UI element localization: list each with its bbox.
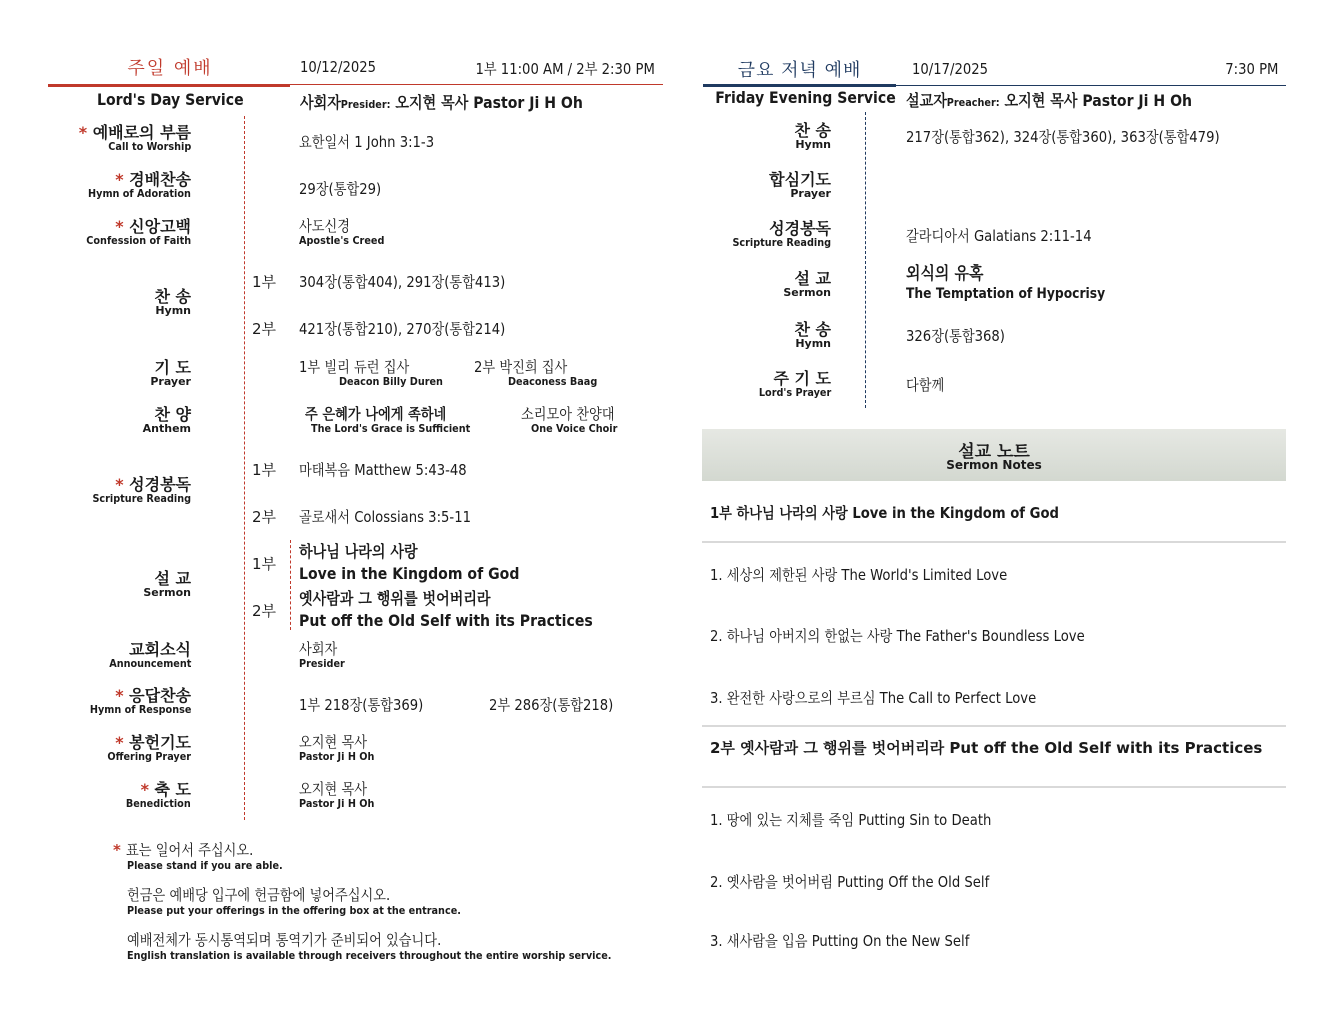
sunday-value-offering: 오지현 목사 Pastor Ji H Oh (299, 733, 375, 763)
sunday-label-announcement: 교회소식 Announcement (108, 640, 191, 670)
friday-title-en: Friday Evening Service (715, 88, 896, 107)
sunday-label-response: * 응답찬송 Hymn of Response (89, 686, 191, 716)
sunday-value-call-to-worship: 요한일서 1 John 3:1-3 (299, 133, 435, 151)
svc-1-marker: 1부 (252, 461, 277, 479)
sunday-anthem-title: 주 은혜가 나에게 족하네 The Lord's Grace is Sufficient (305, 405, 471, 435)
friday-value-scripture: 갈라디아서 Galatians 2:11-14 (906, 227, 1092, 245)
friday-title-bar (703, 84, 896, 87)
sunday-title-bar (48, 84, 290, 87)
notes-divider (702, 541, 1286, 543)
friday-value-hymn-2: 326장(통합368) (906, 327, 1005, 345)
sunday-label-scripture: * 성경봉독 Scripture Reading (92, 475, 191, 505)
sunday-value-scripture-1: 마태복음 Matthew 5:43-48 (299, 461, 467, 479)
sunday-date: 10/12/2025 (300, 58, 377, 76)
sermon-1-point-2: 2. 하나님 아버지의 한없는 사랑 The Father's Boundless Love (710, 627, 1085, 645)
sunday-time: 1부 11:00 AM / 2부 2:30 PM (475, 60, 655, 78)
sunday-sermon-1: 하나님 나라의 사랑 Love in the Kingdom of God (299, 542, 520, 583)
svc-1-marker: 1부 (252, 273, 277, 291)
friday-label-lords-prayer: 주 기 도 Lord's Prayer (758, 369, 831, 399)
friday-label-sermon: 설 교 Sermon (783, 269, 831, 299)
sunday-value-announcement: 사회자 Presider (299, 640, 345, 670)
sermon-2-heading: 2부 옛사람과 그 행위를 벗어버리라 Put off the Old Self with its Practices (710, 739, 1263, 757)
svc-2-marker: 2부 (252, 320, 277, 338)
notes-divider (702, 725, 1286, 727)
sunday-label-prayer: 기 도 Prayer (150, 358, 191, 388)
friday-header-rule (896, 85, 1286, 86)
sermon-notes-title-en: Sermon Notes (946, 458, 1042, 472)
sermon-1-heading: 1부 하나님 나라의 사랑 Love in the Kingdom of God (710, 504, 1059, 522)
friday-value-sermon: 외식의 유혹 The Temptation of Hypocrisy (906, 264, 1106, 302)
friday-date: 10/17/2025 (912, 60, 989, 78)
sunday-label-benediction: * 축 도 Benediction (126, 780, 191, 810)
sermon-2-point-2: 2. 옛사람을 벗어버림 Putting Off the Old Self (710, 873, 990, 891)
friday-value-hymn: 217장(통합362), 324장(통합360), 363장(통합479) (906, 128, 1220, 146)
sunday-title: 주일 예배 (127, 58, 213, 79)
svc-1-marker: 1부 (252, 555, 277, 573)
friday-value-lords-prayer: 다함께 (906, 376, 945, 394)
sunday-value-hymn-of-adoration: 29장(통합29) (299, 180, 382, 198)
svc-2-marker: 2부 (252, 508, 277, 526)
sunday-value-response-1: 1부 218장(통합369) (299, 696, 424, 714)
friday-preacher: 설교자Preacher: 오지현 목사 Pastor Ji H Oh (906, 91, 1193, 110)
footer-stand-note: * 표는 일어서 주십시오. Please stand if you are able. (113, 841, 283, 872)
sunday-anthem-choir: 소리모아 찬양대 One Voice Choir (521, 405, 618, 435)
sunday-label-offering: * 봉헌기도 Offering Prayer (107, 733, 191, 763)
sunday-divider (244, 116, 245, 820)
sermon-2-point-3: 3. 새사람을 입음 Putting On the New Self (710, 932, 970, 950)
sermon-2-point-1: 1. 땅에 있는 지체를 죽임 Putting Sin to Death (710, 811, 992, 829)
sunday-header-rule (290, 84, 663, 85)
sermon-divider (290, 540, 291, 630)
sunday-value-benediction: 오지현 목사 Pastor Ji H Oh (299, 780, 375, 810)
sunday-value-response-2: 2부 286장(통합218) (489, 696, 614, 714)
sunday-title-en: Lord's Day Service (96, 90, 244, 109)
sermon-1-point-1: 1. 세상의 제한된 사랑 The World's Limited Love (710, 566, 1008, 584)
footer-translation-note: 예배전체가 동시통역되며 통역기가 준비되어 있습니다. English translation is available through receivers throughout the entire worship service. (127, 931, 612, 962)
sunday-label-hymn-of-adoration: * 경배찬송 Hymn of Adoration (88, 170, 191, 200)
sunday-label-hymn: 찬 송 Hymn (154, 287, 191, 317)
sunday-presider: 사회자Presider: 오지현 목사 Pastor Ji H Oh (300, 93, 583, 112)
friday-divider (865, 112, 866, 408)
friday-label-scripture: 성경봉독 Scripture Reading (732, 219, 831, 249)
friday-label-hymn-2: 찬 송 Hymn (794, 320, 831, 350)
friday-label-hymn: 찬 송 Hymn (794, 121, 831, 151)
sunday-label-anthem: 찬 양 Anthem (142, 405, 191, 435)
sunday-label-sermon: 설 교 Sermon (143, 569, 191, 599)
footer-offering-note: 헌금은 예배당 입구에 헌금함에 넣어주십시오. Please put your offerings in the offering box at the entrance. (127, 886, 461, 917)
sunday-prayer-2: 2부 박진희 집사 Deaconess Baag (474, 358, 598, 388)
sunday-label-call-to-worship: * 예배로의 부름 Call to Worship (78, 123, 191, 153)
friday-title: 금요 저녁 예배 (737, 60, 862, 81)
sunday-prayer-1: 1부 빌리 듀런 집사 Deacon Billy Duren (299, 358, 443, 388)
sunday-label-confession: * 신앙고백 Confession of Faith (86, 217, 191, 247)
svc-2-marker: 2부 (252, 602, 277, 620)
sermon-notes-title: 설교 노트 (958, 442, 1030, 462)
sermon-1-point-3: 3. 완전한 사랑으로의 부르심 The Call to Perfect Love (710, 689, 1037, 707)
sunday-value-scripture-2: 골로새서 Colossians 3:5-11 (299, 508, 471, 526)
sunday-value-hymn-1: 304장(통합404), 291장(통합413) (299, 273, 506, 291)
sunday-value-hymn-2: 421장(통합210), 270장(통합214) (299, 320, 506, 338)
sunday-value-confession: 사도신경 Apostle's Creed (299, 217, 385, 247)
friday-label-prayer: 합심기도 Prayer (769, 170, 831, 200)
sunday-sermon-2: 옛사람과 그 행위를 벗어버리라 Put off the Old Self with its Practices (299, 589, 593, 630)
friday-time: 7:30 PM (1224, 60, 1278, 78)
notes-divider (702, 786, 1286, 788)
